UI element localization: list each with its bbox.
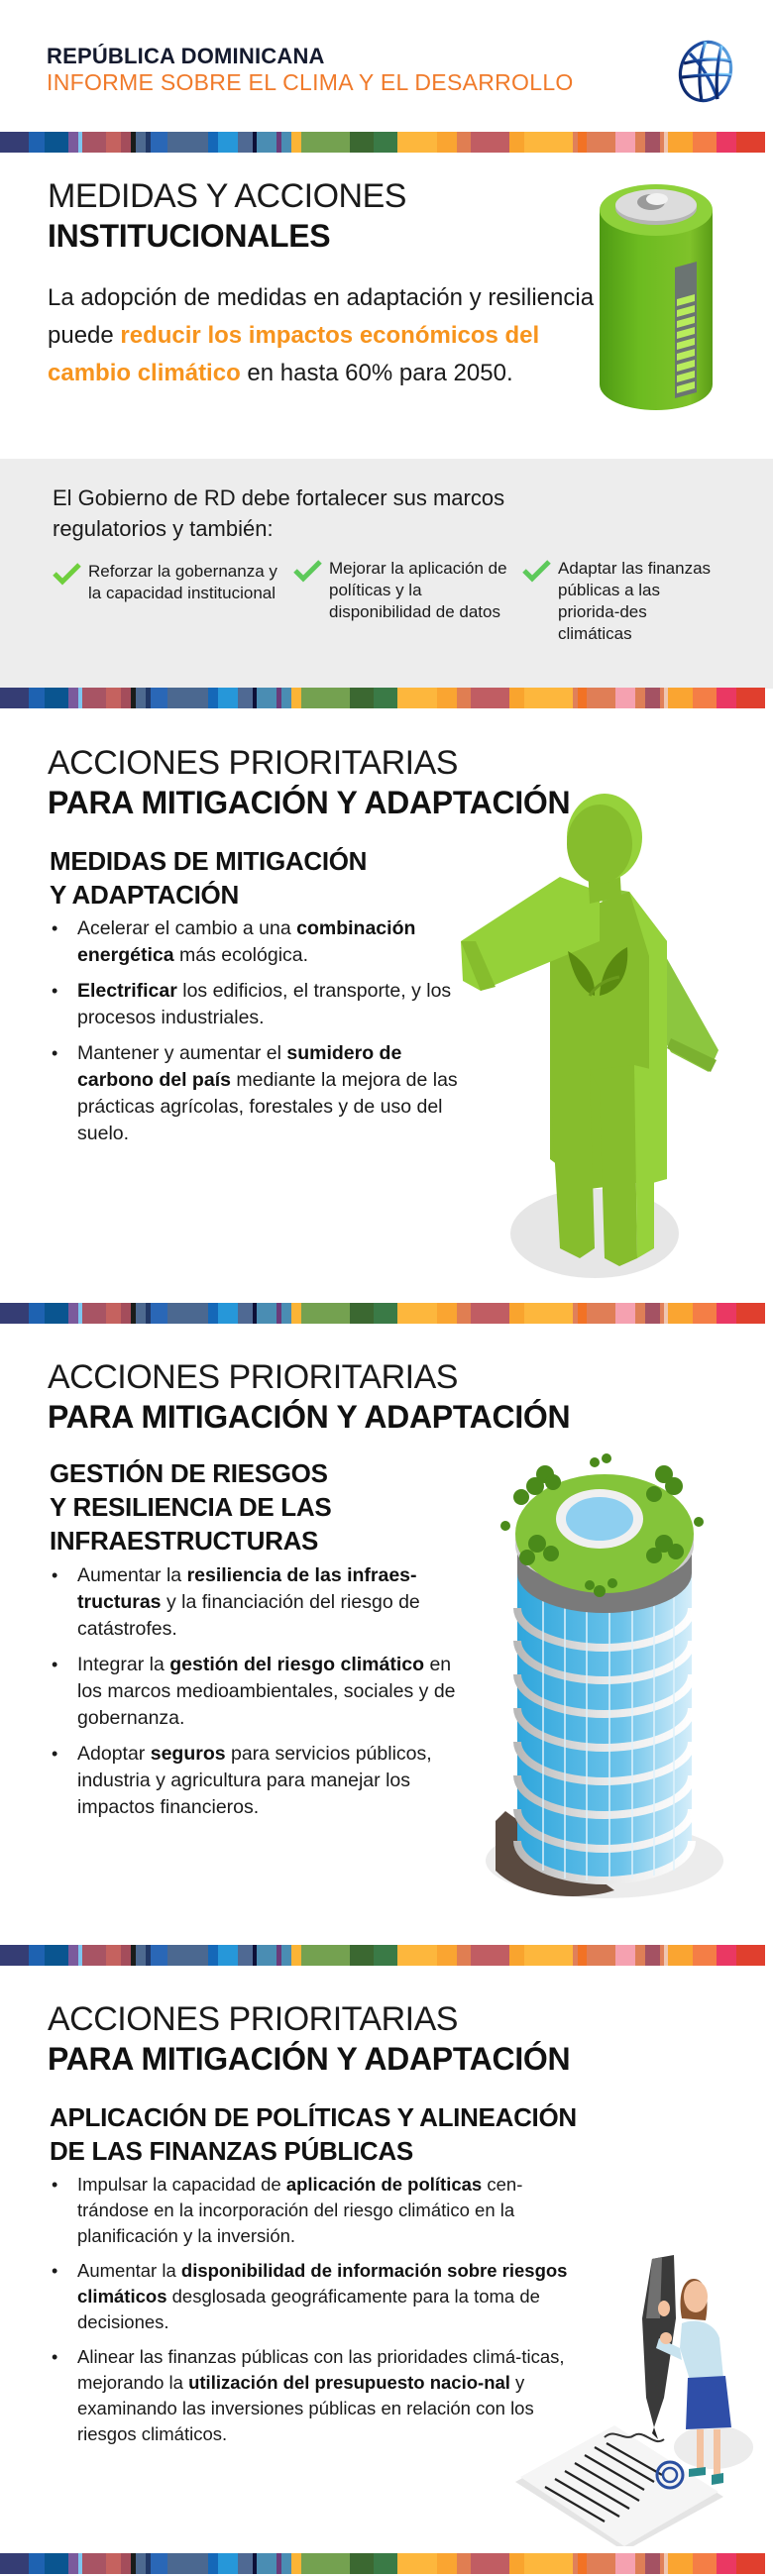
infrastructure-bullet-list	[50, 1562, 476, 1830]
stripe-segment	[397, 1945, 437, 1966]
stripe-segment	[136, 132, 146, 153]
list-item: • Acelerar el cambio a una combinación energética más ecológica.	[50, 915, 466, 969]
stripe-segment	[350, 2553, 374, 2574]
stripe-segment	[645, 1945, 660, 1966]
stripe-segment	[291, 688, 301, 708]
stripe-segment	[437, 2553, 457, 2574]
stripe-segment	[693, 688, 717, 708]
stripe-segment	[509, 1303, 524, 1324]
stripe-segment	[208, 688, 218, 708]
stripe-segment	[136, 688, 146, 708]
stripe-segment	[82, 2553, 106, 2574]
subtitle-line: Y RESILIENCIA DE LAS	[50, 1492, 332, 1522]
title-light: ACCIONES PRIORITARIAS	[48, 1358, 458, 1396]
stripe-segment	[457, 2553, 471, 2574]
stripe-segment	[167, 132, 208, 153]
checkmark-icon	[53, 562, 82, 586]
stripe-segment	[350, 1945, 374, 1966]
list-item: • Aumentar la disponibilidad de información sobre riesgos climáticos desglosada geográficamente para la toma de decisiones.	[50, 2258, 585, 2335]
stripe-segment	[615, 1303, 635, 1324]
band-intro: El Gobierno de RD debe fortalecer sus marcos regulatorios y también:	[53, 485, 505, 541]
stripe-segment	[68, 2553, 78, 2574]
list-item: • Alinear las finanzas públicas con las prioridades climá-ticas, mejorando la utilización del presupuesto nacio-nal y examinando las inversiones públicas en relación con los riesgos climáticos.	[50, 2344, 585, 2447]
subtitle-infrastructure	[50, 1456, 331, 1557]
stripe-segment	[82, 688, 106, 708]
list-item: • Electrificar los edificios, el transporte, y los procesos industriales.	[50, 978, 466, 1031]
stripe-segment	[301, 688, 350, 708]
stripe-segment	[45, 688, 68, 708]
stripe-segment	[208, 2553, 218, 2574]
stripe-segment	[524, 1303, 573, 1324]
stripe-segment	[587, 1303, 615, 1324]
stripe-segment	[635, 132, 645, 153]
title-bold: PARA MITIGACIÓN Y ADAPTACIÓN	[48, 2041, 571, 2077]
stripe-segment	[374, 1303, 397, 1324]
stripe-segment	[668, 2553, 693, 2574]
stripe-segment	[208, 132, 218, 153]
stripe-segment	[635, 1303, 645, 1324]
stripe-segment	[68, 1303, 78, 1324]
color-stripe-divider	[0, 688, 773, 708]
stripe-segment	[0, 132, 29, 153]
stripe-segment	[121, 1945, 131, 1966]
stripe-segment	[397, 1303, 437, 1324]
stripe-segment	[106, 132, 121, 153]
stripe-segment	[437, 688, 457, 708]
subtitle-line: GESTIÓN DE RIESGOS	[50, 1458, 328, 1488]
stripe-segment	[106, 2553, 121, 2574]
stripe-segment	[281, 132, 291, 153]
section-institutional-title	[48, 176, 406, 256]
stripe-segment	[578, 1303, 587, 1324]
stripe-segment	[736, 1945, 765, 1966]
stripe-segment	[218, 2553, 238, 2574]
stripe-segment	[257, 2553, 276, 2574]
stripe-segment	[693, 1945, 717, 1966]
stripe-segment	[45, 2553, 68, 2574]
stripe-segment	[29, 1945, 45, 1966]
stripe-segment	[350, 688, 374, 708]
section-policy-title	[48, 1999, 570, 2079]
stripe-segment	[668, 688, 693, 708]
stripe-segment	[82, 132, 106, 153]
check-item	[522, 558, 720, 645]
stripe-segment	[668, 132, 693, 153]
stripe-segment	[291, 2553, 301, 2574]
stripe-segment	[291, 1945, 301, 1966]
stripe-segment	[615, 1945, 635, 1966]
page-header	[0, 0, 773, 129]
stripe-segment	[457, 688, 471, 708]
lead-text: La adopción de medidas en adaptación y resiliencia puede	[48, 284, 595, 349]
stripe-segment	[693, 2553, 717, 2574]
stripe-segment	[281, 2553, 291, 2574]
stripe-segment	[218, 688, 238, 708]
stripe-segment	[693, 132, 717, 153]
stripe-segment	[615, 2553, 635, 2574]
stripe-segment	[437, 1945, 457, 1966]
stripe-segment	[0, 1945, 29, 1966]
stripe-segment	[374, 688, 397, 708]
stripe-segment	[257, 1303, 276, 1324]
stripe-segment	[29, 1303, 45, 1324]
stripe-segment	[121, 132, 131, 153]
stripe-segment	[615, 132, 635, 153]
title-bold: INSTITUCIONALES	[48, 218, 331, 254]
stripe-segment	[257, 688, 276, 708]
stripe-segment	[471, 688, 509, 708]
stripe-segment	[374, 132, 397, 153]
stripe-segment	[136, 1303, 146, 1324]
stripe-segment	[693, 1303, 717, 1324]
color-stripe-top	[0, 132, 773, 153]
stripe-segment	[218, 132, 238, 153]
stripe-segment	[645, 1303, 660, 1324]
stripe-segment	[509, 688, 524, 708]
stripe-segment	[238, 1303, 253, 1324]
battery-icon	[590, 178, 723, 416]
stripe-segment	[645, 132, 660, 153]
report-title: INFORME SOBRE EL CLIMA Y EL DESARROLLO	[47, 69, 574, 95]
check-item-text: Adaptar las finanzas públicas a las priorida-des climáticas	[558, 559, 712, 643]
title-bold: PARA MITIGACIÓN Y ADAPTACIÓN	[48, 785, 571, 820]
stripe-segment	[301, 1303, 350, 1324]
stripe-segment	[374, 1945, 397, 1966]
stripe-segment	[238, 1945, 253, 1966]
stripe-segment	[151, 132, 167, 153]
list-item: • Aumentar la resiliencia de las infraes-tructuras y la financiación del riesgo de catástrofes.	[50, 1562, 476, 1643]
lead-highlight: reducir los impactos económicos del cambio climático	[48, 322, 540, 386]
stripe-segment	[397, 2553, 437, 2574]
title-light: ACCIONES PRIORITARIAS	[48, 2000, 458, 2038]
stripe-segment	[68, 688, 78, 708]
stripe-segment	[587, 132, 615, 153]
stripe-segment	[578, 1945, 587, 1966]
stripe-segment	[471, 2553, 509, 2574]
stripe-segment	[0, 688, 29, 708]
stripe-segment	[45, 1945, 68, 1966]
stripe-segment	[301, 132, 350, 153]
subtitle-line: APLICACIÓN DE POLÍTICAS Y ALINEACIÓN	[50, 2102, 577, 2132]
stripe-segment	[0, 1303, 29, 1324]
regulatory-framework-band	[0, 459, 773, 689]
stripe-segment	[136, 2553, 146, 2574]
stripe-segment	[121, 2553, 131, 2574]
stripe-segment	[257, 1945, 276, 1966]
stripe-segment	[301, 2553, 350, 2574]
stripe-segment	[645, 2553, 660, 2574]
stripe-segment	[151, 1303, 167, 1324]
subtitle-line: DE LAS FINANZAS PÚBLICAS	[50, 2136, 413, 2166]
subtitle-line: MEDIDAS DE MITIGACIÓN	[50, 846, 368, 876]
subtitle-policy	[50, 2100, 577, 2168]
stripe-segment	[106, 1945, 121, 1966]
stripe-segment	[281, 688, 291, 708]
stripe-segment	[151, 688, 167, 708]
stripe-segment	[587, 1945, 615, 1966]
stripe-segment	[437, 1303, 457, 1324]
stripe-segment	[208, 1303, 218, 1324]
color-stripe-bottom	[0, 2553, 773, 2574]
stripe-segment	[218, 1303, 238, 1324]
stripe-segment	[68, 1945, 78, 1966]
stripe-segment	[82, 1303, 106, 1324]
green-roof-building-icon	[466, 1435, 733, 1900]
list-item: • Adoptar seguros para servicios públicos, industria y agricultura para manejar los impactos financieros.	[50, 1741, 476, 1821]
stripe-segment	[151, 2553, 167, 2574]
stripe-segment	[167, 1303, 208, 1324]
check-item	[293, 558, 511, 623]
stripe-segment	[717, 1945, 736, 1966]
stripe-segment	[471, 1945, 509, 1966]
list-item: • Impulsar la capacidad de aplicación de políticas cen-trándose en la incorporación del riesgo climático en la planificación y la inversión.	[50, 2172, 585, 2249]
stripe-segment	[151, 1945, 167, 1966]
stripe-segment	[736, 132, 765, 153]
stripe-segment	[301, 1945, 350, 1966]
stripe-segment	[635, 1945, 645, 1966]
stripe-segment	[509, 1945, 524, 1966]
stripe-segment	[281, 1945, 291, 1966]
stripe-segment	[374, 2553, 397, 2574]
stripe-segment	[167, 688, 208, 708]
color-stripe-divider	[0, 1303, 773, 1324]
stripe-segment	[578, 2553, 587, 2574]
list-item: • Integrar la gestión del riesgo climático en los marcos medioambientales, sociales y de gobernanza.	[50, 1652, 476, 1732]
stripe-segment	[457, 1945, 471, 1966]
stripe-segment	[238, 2553, 253, 2574]
check-item	[53, 561, 285, 604]
country-title: REPÚBLICA DOMINICANA	[47, 44, 325, 68]
stripe-segment	[45, 1303, 68, 1324]
subtitle-line: Y ADAPTACIÓN	[50, 880, 239, 910]
list-item: • Mantener y aumentar el sumidero de carbono del país mediante la mejora de las prácticas agrícolas, forestales y de uso del suelo.	[50, 1040, 466, 1147]
stripe-segment	[238, 132, 253, 153]
stripe-segment	[291, 132, 301, 153]
title-light: ACCIONES PRIORITARIAS	[48, 744, 458, 782]
stripe-segment	[0, 2553, 29, 2574]
stripe-segment	[578, 132, 587, 153]
lead-text-end: en hasta 60% para 2050.	[240, 360, 513, 386]
stripe-segment	[717, 2553, 736, 2574]
stripe-segment	[350, 132, 374, 153]
world-bank-globe-icon	[672, 38, 739, 105]
stripe-segment	[437, 132, 457, 153]
stripe-segment	[257, 132, 276, 153]
stripe-segment	[397, 132, 437, 153]
color-stripe-divider	[0, 1945, 773, 1966]
stripe-segment	[167, 1945, 208, 1966]
stripe-segment	[668, 1945, 693, 1966]
stripe-segment	[397, 688, 437, 708]
stripe-segment	[281, 1303, 291, 1324]
section-infrastructure-title	[48, 1357, 570, 1437]
stripe-segment	[736, 2553, 765, 2574]
checkmark-icon	[522, 559, 552, 583]
stripe-segment	[29, 2553, 45, 2574]
stripe-segment	[509, 2553, 524, 2574]
stripe-segment	[717, 1303, 736, 1324]
stripe-segment	[471, 132, 509, 153]
stripe-segment	[645, 688, 660, 708]
title-light: MEDIDAS Y ACCIONES	[48, 177, 406, 215]
check-item-text: Reforzar la gobernanza y la capacidad institucional	[88, 562, 277, 602]
check-item-text: Mejorar la aplicación de políticas y la disponibilidad de datos	[329, 559, 507, 621]
stripe-segment	[106, 1303, 121, 1324]
subtitle-mitigation	[50, 844, 367, 912]
stripe-segment	[635, 688, 645, 708]
green-person-leaf-icon	[451, 793, 748, 1288]
stripe-segment	[717, 688, 736, 708]
stripe-segment	[29, 132, 45, 153]
checkmark-icon	[293, 559, 323, 583]
stripe-segment	[218, 1945, 238, 1966]
stripe-segment	[524, 688, 573, 708]
stripe-segment	[29, 688, 45, 708]
stripe-segment	[291, 1303, 301, 1324]
stripe-segment	[635, 2553, 645, 2574]
stripe-segment	[121, 688, 131, 708]
stripe-segment	[238, 688, 253, 708]
stripe-segment	[167, 2553, 208, 2574]
stripe-segment	[524, 132, 573, 153]
stripe-segment	[615, 688, 635, 708]
stripe-segment	[457, 132, 471, 153]
stripe-segment	[45, 132, 68, 153]
stripe-segment	[736, 1303, 765, 1324]
stripe-segment	[578, 688, 587, 708]
stripe-segment	[524, 1945, 573, 1966]
stripe-segment	[668, 1303, 693, 1324]
stripe-segment	[736, 688, 765, 708]
title-bold: PARA MITIGACIÓN Y ADAPTACIÓN	[48, 1399, 571, 1435]
stripe-segment	[68, 132, 78, 153]
stripe-segment	[509, 132, 524, 153]
stripe-segment	[106, 688, 121, 708]
stripe-segment	[208, 1945, 218, 1966]
woman-signing-document-icon	[496, 2249, 753, 2546]
stripe-segment	[717, 132, 736, 153]
stripe-segment	[121, 1303, 131, 1324]
stripe-segment	[587, 2553, 615, 2574]
subtitle-line: INFRAESTRUCTURAS	[50, 1526, 319, 1556]
stripe-segment	[587, 688, 615, 708]
mitigation-bullet-list	[50, 915, 466, 1156]
stripe-segment	[350, 1303, 374, 1324]
lead-paragraph	[48, 279, 603, 392]
stripe-segment	[471, 1303, 509, 1324]
stripe-segment	[524, 2553, 573, 2574]
stripe-segment	[82, 1945, 106, 1966]
stripe-segment	[136, 1945, 146, 1966]
stripe-segment	[457, 1303, 471, 1324]
